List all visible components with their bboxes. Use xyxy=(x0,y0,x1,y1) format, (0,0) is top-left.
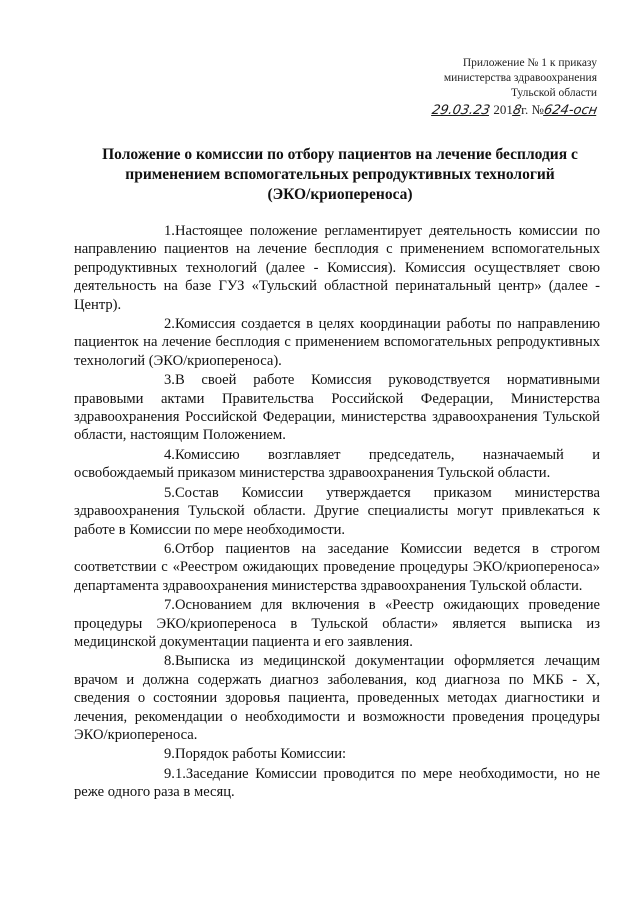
paragraph-number: 3. xyxy=(164,372,175,389)
paragraph-number: 2. xyxy=(164,316,175,333)
paragraph-9 xyxy=(74,745,600,763)
number-label: г. № xyxy=(521,102,544,117)
title-line-2: применением вспомогательных репродуктивных технологий xyxy=(125,166,555,183)
paragraph-number: 7. xyxy=(164,597,175,614)
paragraph-text: Выписка из медицинской документации оформляется лечащим врачом и должна содержать диагноз заболевания, код диагноза по МКБ - X, сведения о состоянии здоровья пациента, проведенных методах диагностики и лечения, рекомендации о необходимости и возможности проведения процедуры ЭКО/криопереноса. xyxy=(74,653,600,743)
paragraph-text: Основанием для включения в «Реестр ожидающих проведение процедуры ЭКО/криопереноса в Тульской области» является выписка из медицинской документации пациента и его заявления. xyxy=(74,597,600,650)
document-title xyxy=(70,145,610,205)
paragraph-number: 4. xyxy=(164,446,175,463)
paragraph-8 xyxy=(74,652,600,744)
paragraph-text: Порядок работы Комиссии: xyxy=(174,746,347,763)
paragraph-number: 9. xyxy=(164,746,175,763)
handwritten-number: 624-осн xyxy=(542,103,599,118)
paragraph-text: Заседание Комиссии проводится по мере необходимости, но не реже одного раза в месяц. xyxy=(74,765,600,801)
paragraph-5 xyxy=(74,484,600,539)
document-body xyxy=(74,222,600,803)
annex-line-3: Тульской области xyxy=(510,87,597,99)
annex-header xyxy=(357,56,597,118)
paragraph-number: 9.1. xyxy=(164,765,186,782)
annex-date-number xyxy=(357,102,597,118)
year-prefix: 201 xyxy=(493,102,513,117)
annex-line-1: Приложение № 1 к приказу xyxy=(462,57,597,69)
annex-line-2: министерства здравоохранения xyxy=(443,72,597,84)
paragraph-number: 8. xyxy=(164,653,175,670)
paragraph-4 xyxy=(74,446,600,483)
paragraph-text: Состав Комиссии утверждается приказом министерства здравоохранения Тульской области. Другие специалисты могут привлекаться к работе в Комиссии по мере необходимости. xyxy=(74,484,600,538)
paragraph-text: В своей работе Комиссия руководствуется нормативными правовыми актами Правительства Российской Федерации, Министерства здравоохранения Российской Федерации, министерства здравоохранения Тульской области, настоящим Положением. xyxy=(74,372,600,444)
paragraph-9-1 xyxy=(74,765,600,802)
paragraph-3 xyxy=(74,371,600,445)
paragraph-text: Отбор пациентов на заседание Комиссии ведется в строгом соответствии с «Реестром ожидающих проведение процедуры ЭКО/криопереноса» департамента здравоохранения министерства здравоохранения Тульской области. xyxy=(74,540,600,594)
paragraph-text: Комиссию возглавляет председатель, назначаемый и освобождаемый приказом министерства здравоохранения Тульской области. xyxy=(74,446,600,482)
paragraph-7 xyxy=(74,596,600,651)
paragraph-2 xyxy=(74,315,600,370)
paragraph-6 xyxy=(74,540,600,595)
handwritten-date: 29.03.23 xyxy=(430,103,492,118)
paragraph-number: 6. xyxy=(164,540,175,557)
paragraph-text: Настоящее положение регламентирует деятельность комиссии по направлению пациентов на лечение бесплодия с применением вспомогательных репродуктивных технологий (далее - Комиссия). Комиссия осуществляет свою деятельность на базе ГУЗ «Тульский областной перинатальный центр» (далее - Центр). xyxy=(74,223,600,313)
paragraph-1 xyxy=(74,222,600,314)
paragraph-number: 1. xyxy=(164,223,175,239)
paragraph-number: 5. xyxy=(164,484,175,501)
handwritten-year: 8 xyxy=(511,103,523,118)
title-line-3: (ЭКО/криопереноса) xyxy=(267,186,413,203)
title-line-1: Положение о комиссии по отбору пациентов на лечение бесплодия с xyxy=(102,146,578,163)
paragraph-text: Комиссия создается в целях координации работы по направлению пациенток на лечение бесплодия с применением вспомогательных репродуктивных технологий (ЭКО/криопереноса). xyxy=(74,316,600,369)
